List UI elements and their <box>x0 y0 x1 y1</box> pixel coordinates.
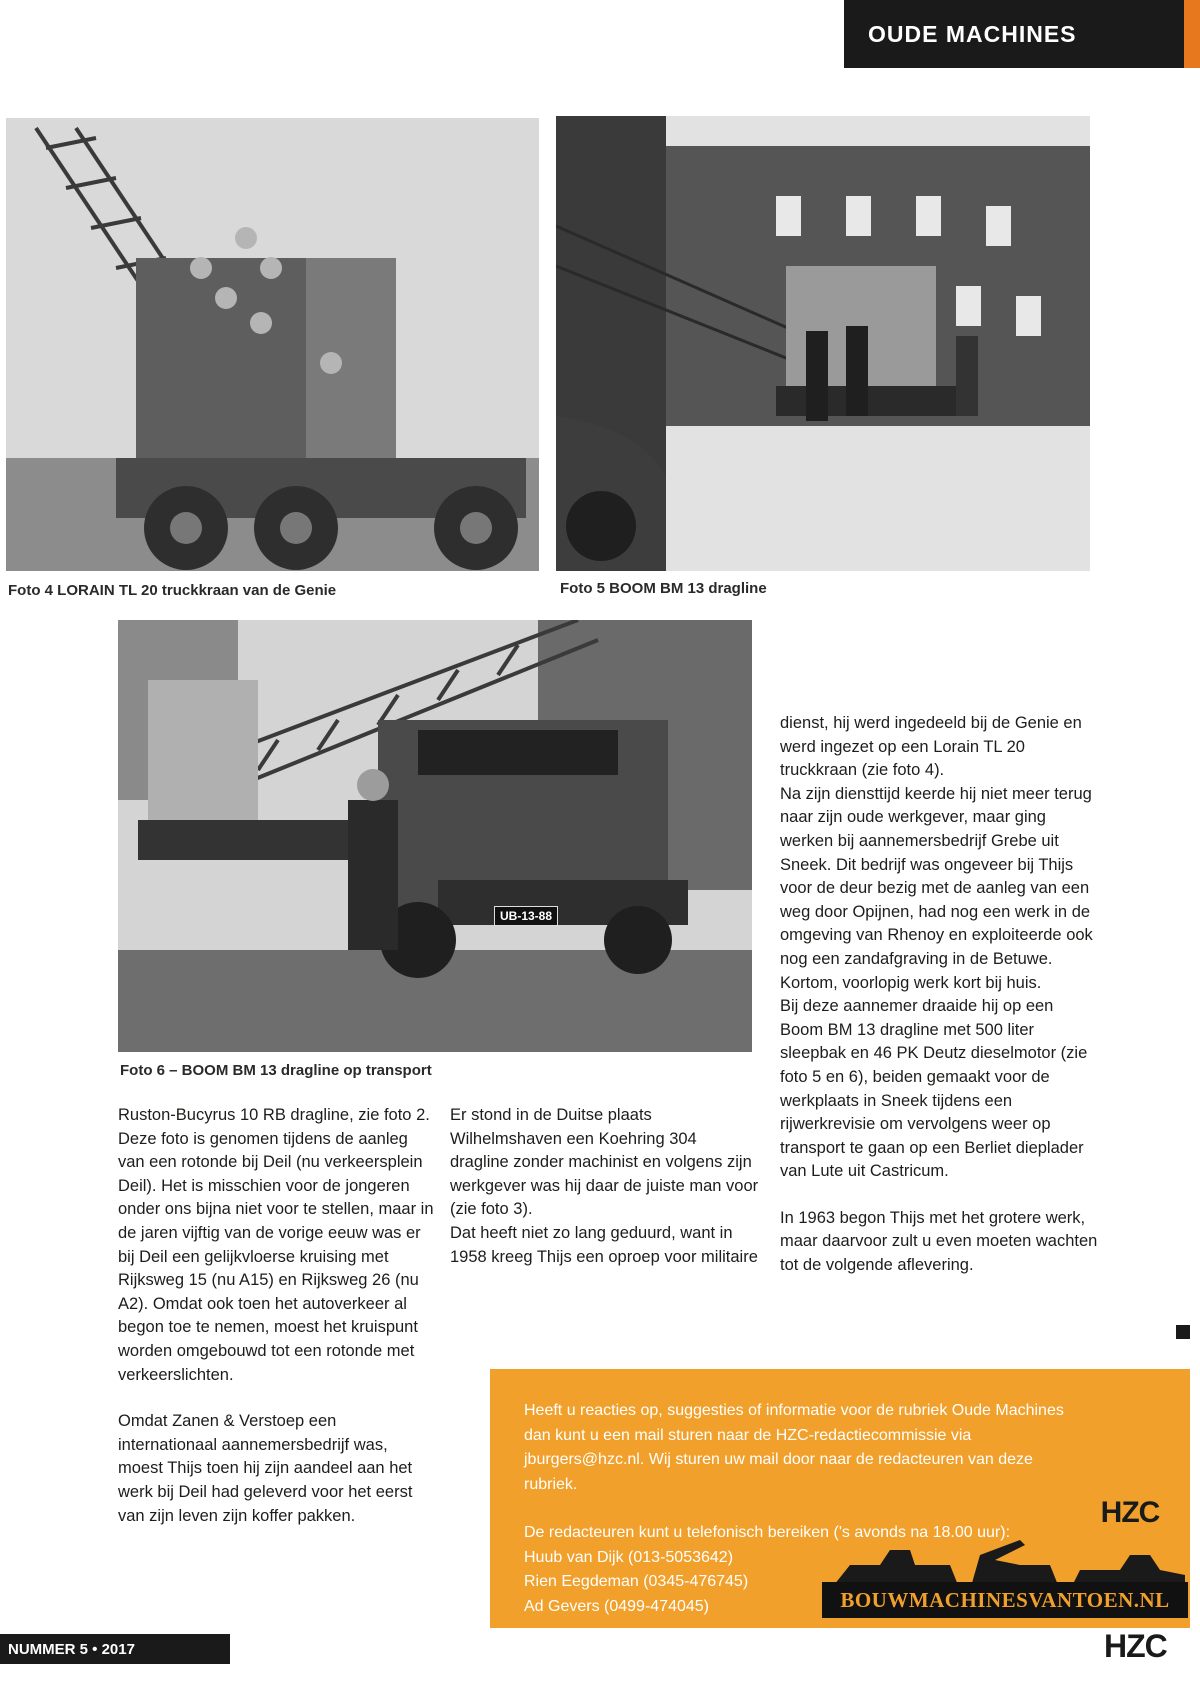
paragraph: Na zijn diensttijd keerde hij niet meer terug naar zijn oude werkgever, maar ging werken bij aannemersbedrijf Grebe uit Sneek. Dit bedrijf was ongeveer bij Thijs voor de deur bezig met de aanleg van een weg door Opijnen, had nog een werk in de omgeving van Rhenoy en exploiteerde ook nog een zandafgraving in de Betuwe. Kortom, voorlopig werk kort bij huis. <box>780 784 1093 992</box>
caption-foto-4: Foto 4 LORAIN TL 20 truckkraan van de Genie <box>8 582 337 599</box>
text-column-left <box>118 1104 436 1528</box>
website-url: BOUWMACHINESVANTOEN.NL <box>840 1587 1170 1612</box>
header-accent-bar <box>1184 0 1200 68</box>
paragraph: Dat heeft niet zo lang geduurd, want in 1958 kreeg Thijs een oproep voor militaire <box>450 1223 758 1266</box>
photo-foto-4 <box>6 118 539 571</box>
paragraph: dienst, hij werd ingedeeld bij de Genie en werd ingezet op een Lorain TL 20 truckkraan (zie foto 4). <box>780 714 1082 780</box>
website-banner <box>822 1582 1188 1618</box>
info-contact-heading: De redacteuren kunt u telefonisch bereiken ('s avonds na 18.00 uur): <box>524 1524 1011 1541</box>
hzc-logo: HZC <box>1100 1496 1160 1529</box>
paragraph: Omdat Zanen & Verstoep een internationaal aannemersbedrijf was, moest Thijs toen hij zijn aandeel aan het werk bij Deil had geleverd voor het eerst van zijn leven zijn koffer pakken. <box>118 1412 413 1525</box>
paragraph: Er stond in de Duitse plaats Wilhelmshaven een Koehring 304 dragline zonder machinist en volgens zijn werkgever was hij daar de juiste man voor (zie foto 3). <box>450 1106 759 1219</box>
info-intro: Heeft u reacties op, suggesties of informatie voor de rubriek Oude Machines dan kunt u een mail sturen naar de HZC-redactiecommissie via jburgers@hzc.nl. Wij sturen uw mail door naar de redacteuren van deze rubriek. <box>524 1402 1064 1493</box>
paragraph: Ruston-Bucyrus 10 RB dragline, zie foto 2. Deze foto is genomen tijdens de aanleg van een rotonde bij Deil (nu verkeersplein Deil). Het is misschien voor de jongeren onder ons bijna niet voor te stellen, maar in de jaren vijftig van de vorige eeuw was er bij Deil een gelijkvloerse kruising met Rijksweg 15 (nu A15) en Rijksweg 26 (nu A2). Omdat ook toen het autoverkeer al begon toe te nemen, moest het kruispunt worden omgebouwd tot een rotonde met verkeerslichten. <box>118 1106 434 1384</box>
caption-foto-5: Foto 5 BOOM BM 13 dragline <box>560 580 767 597</box>
footer-hzc-logo: HZC <box>1104 1628 1167 1664</box>
photo-foto-6 <box>118 620 752 1052</box>
issue-number: NUMMER 5 • 2017 <box>8 1640 135 1658</box>
caption-foto-6: Foto 6 – BOOM BM 13 dragline op transport <box>120 1062 432 1079</box>
text-column-middle <box>450 1104 760 1269</box>
paragraph: Bij deze aannemer draaide hij op een Boom BM 13 dragline met 500 liter sleepbak en 46 PK Deutz dieselmotor (zie foto 5 en 6), beiden gemaakt voor de werkplaats in Sneek tijdens een rijwerkrevisie om vervolgens weer op transport te gaan op een Berliet dieplader van Lute uit Castricum. <box>780 997 1088 1181</box>
article-end-mark <box>1176 1325 1190 1339</box>
editor-contact: Huub van Dijk (013-5053642) <box>524 1548 734 1566</box>
editor-contact: Rien Eegdeman (0345-476745) <box>524 1573 749 1590</box>
issue-footer <box>0 1634 230 1664</box>
editor-contact: Ad Gevers (0499-474045) <box>524 1597 709 1615</box>
text-column-right <box>780 712 1098 1278</box>
section-header <box>844 0 1184 68</box>
section-title: OUDE MACHINES <box>868 20 1077 47</box>
paragraph: In 1963 begon Thijs met het grotere werk, maar daarvoor zult u even moeten wachten tot de volgende aflevering. <box>780 1208 1098 1275</box>
photo-foto-5 <box>556 116 1090 571</box>
license-plate: UB-13-88 <box>494 906 558 926</box>
